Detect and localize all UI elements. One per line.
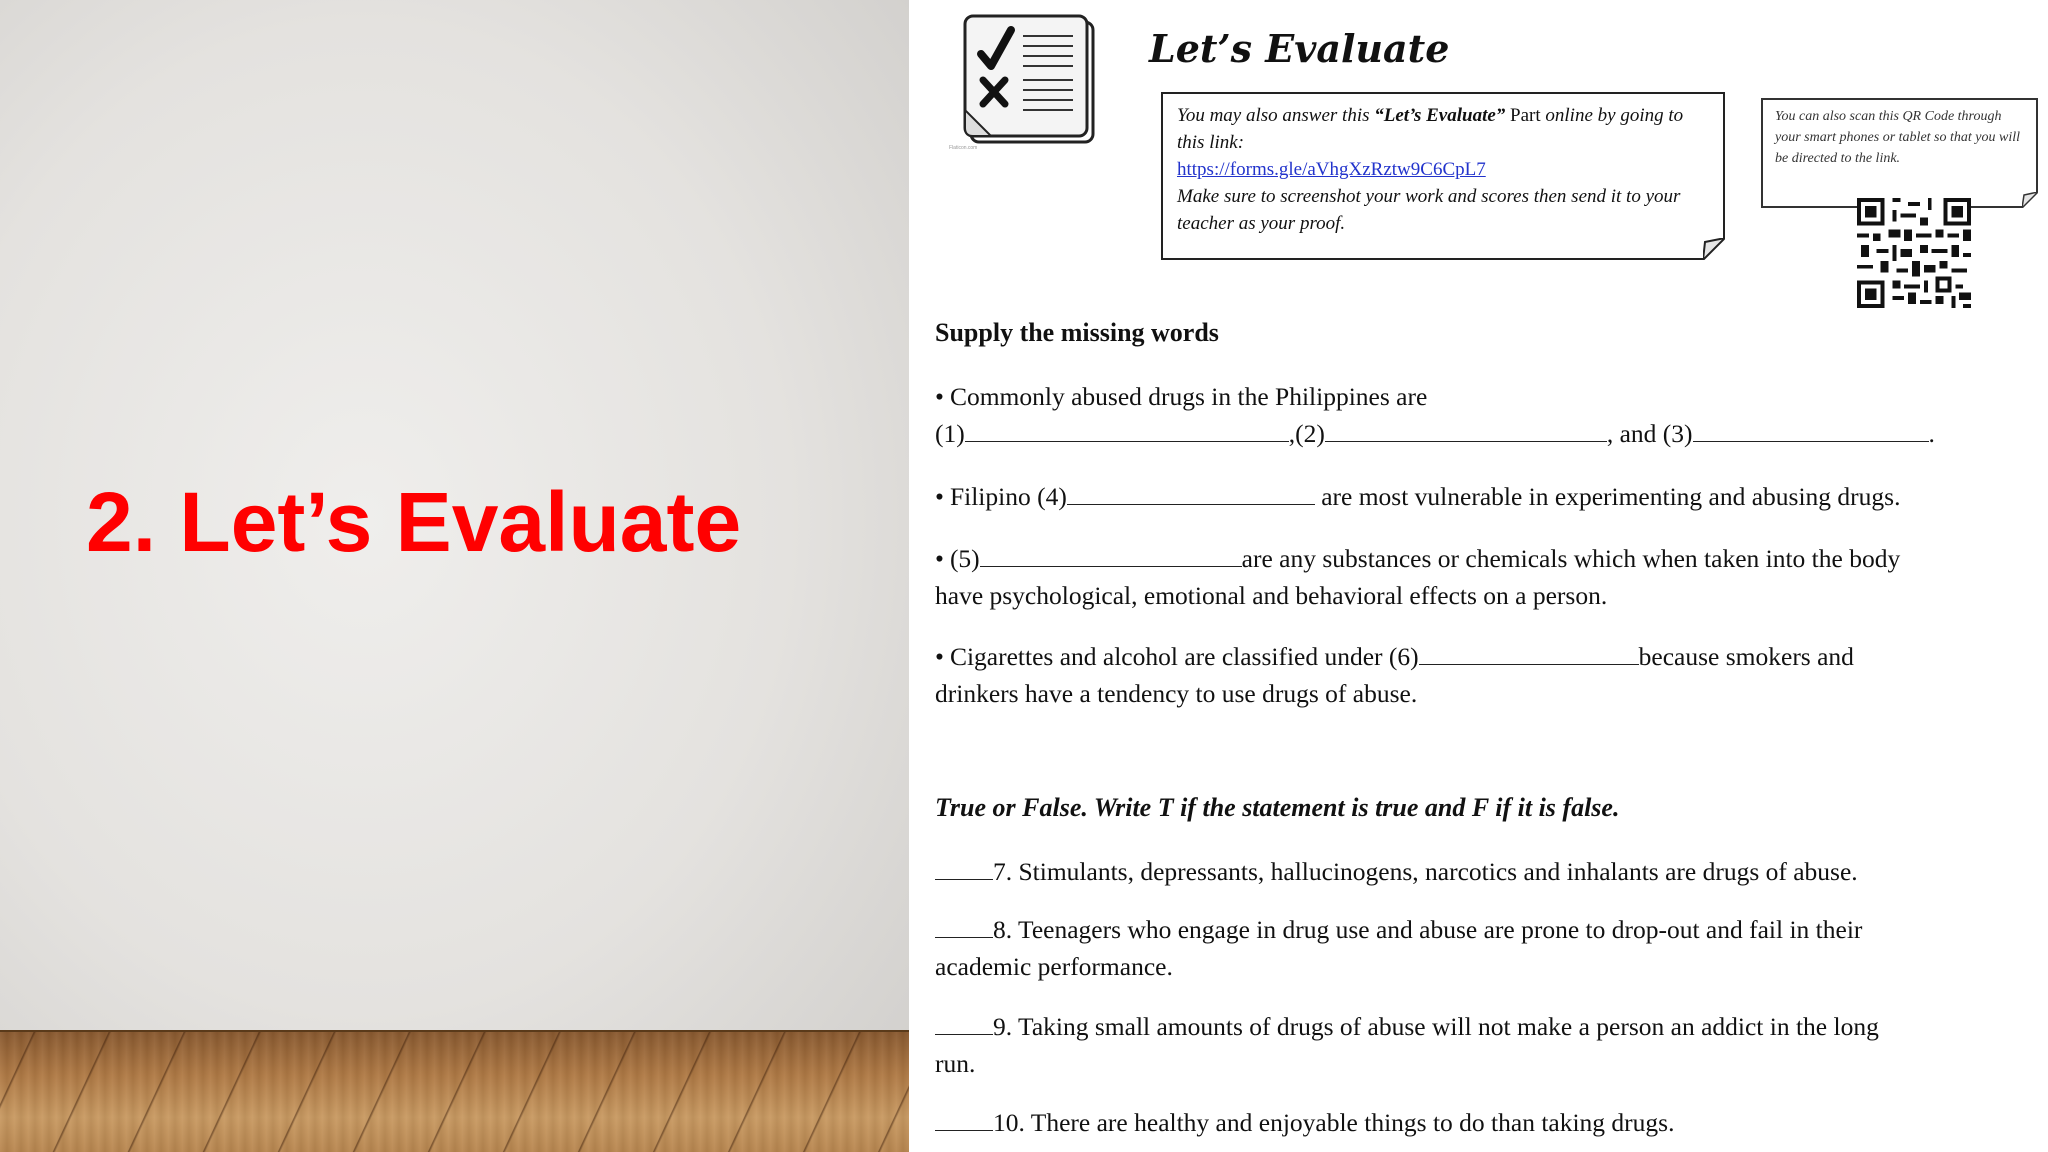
tf-item-10-text: 10. There are healthy and enjoyable things to do than taking drugs. (993, 1108, 1675, 1137)
tf-blank-10[interactable] (935, 1105, 993, 1132)
icon-credit: Flaticon.com (949, 145, 978, 151)
item-1-label-1: (1) (935, 419, 965, 448)
answer-blank-2[interactable] (1325, 416, 1607, 443)
item-1-text: Commonly abused drugs in the Philippines are (949, 382, 1428, 411)
item-1-paragraph (935, 378, 2035, 452)
tf-blank-9[interactable] (935, 1009, 993, 1036)
qr-note-text: You can also scan this QR Code through your smart phones or tablet so that you will be directed to the link. (1775, 109, 2020, 166)
item-3-text-line2: have psychological, emotional and behavioral effects on a person. (935, 581, 1608, 610)
item-4-text-b: because smokers and (1638, 642, 1854, 671)
answer-blank-1[interactable] (965, 416, 1289, 443)
bullet: • (935, 482, 944, 511)
tf-item-10 (935, 1104, 2035, 1141)
item-1-label-2: ,(2) (1288, 419, 1325, 448)
tf-blank-7[interactable] (935, 854, 993, 881)
tf-item-7-text: 7. Stimulants, depressants, hallucinogens, narcotics and inhalants are drugs of abuse. (993, 857, 1858, 886)
fill-in-heading: Supply the missing words (935, 318, 1219, 347)
tf-item-9 (935, 1008, 2035, 1082)
bullet: • (935, 642, 944, 671)
page-fold-icon (1703, 238, 1725, 260)
google-form-link[interactable]: https://forms.gle/aVhgXzRztw9C6CpL7 (1177, 159, 1486, 180)
item-4-paragraph (935, 638, 2035, 712)
tf-item-7 (935, 853, 2035, 890)
tf-item-9-text-line2: run. (935, 1049, 976, 1078)
answer-blank-6[interactable] (1419, 639, 1639, 666)
slide-title: 2. Let’s Evaluate (86, 475, 742, 569)
item-2-text-a: Filipino (4) (949, 482, 1067, 511)
answer-blank-4[interactable] (1067, 479, 1315, 506)
answer-blank-5[interactable] (980, 541, 1242, 568)
online-answer-box (1161, 92, 1725, 260)
item-4-text-line2: drinkers have a tendency to use drugs of abuse. (935, 679, 1418, 708)
item-3-text-a: (5) (949, 544, 980, 573)
item-2-paragraph (935, 478, 2035, 515)
online-box-note: Make sure to screenshot your work and scores then send it to your teacher as your proof. (1177, 186, 1681, 234)
tf-item-8-text: 8. Teenagers who engage in drug use and abuse are prone to drop-out and fail in their (993, 915, 1863, 944)
tf-item-8 (935, 911, 2035, 985)
tf-item-9-text: 9. Taking small amounts of drugs of abuse will not make a person an addict in the long (993, 1012, 1879, 1041)
online-box-text-online: online by going to this link: (1177, 105, 1684, 153)
item-1-label-3: , and (3) (1606, 419, 1693, 448)
answer-blank-3[interactable] (1693, 416, 1929, 443)
checklist-icon (961, 14, 1097, 146)
item-1-end: . (1928, 419, 1935, 448)
item-2-text-b: are most vulnerable in experimenting and abusing drugs. (1314, 482, 1901, 511)
wooden-floor-image (0, 1030, 909, 1152)
online-box-text-bold: “Let’s Evaluate” (1374, 105, 1506, 126)
qr-code-icon[interactable] (1857, 198, 1971, 308)
tf-item-8-text-line2: academic performance. (935, 952, 1173, 981)
true-false-heading: True or False. Write T if the statement is true and F if it is false. (935, 793, 1620, 822)
online-box-text-before: You may also answer this (1177, 105, 1375, 126)
item-3-text-b: are any substances or chemicals which when taken into the body (1241, 544, 1901, 573)
bullet: • (935, 544, 944, 573)
online-box-text-mid: Part (1505, 105, 1546, 126)
item-3-paragraph (935, 540, 2035, 614)
worksheet-page (909, 0, 2048, 1152)
qr-note-box (1761, 98, 2038, 208)
worksheet-title: Let’s Evaluate (1149, 26, 1450, 71)
slide-left-panel (0, 0, 909, 1152)
bullet: • (935, 382, 944, 411)
item-4-text-a: Cigarettes and alcohol are classified under (6) (949, 642, 1419, 671)
tf-blank-8[interactable] (935, 912, 993, 939)
page-fold-icon (2022, 192, 2038, 208)
